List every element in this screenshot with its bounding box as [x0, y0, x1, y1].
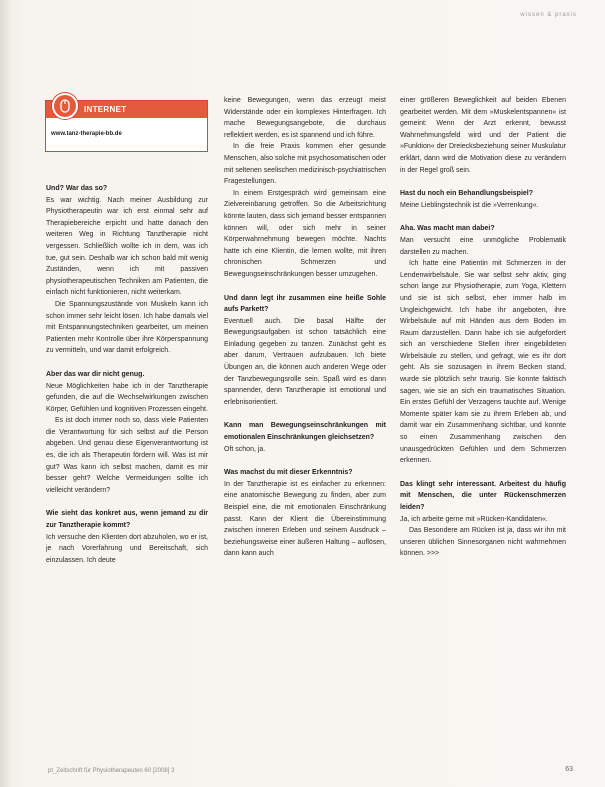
- body-paragraph: Es war wichtig. Nach meiner Ausbildung zur Physiotherapeutin war ich erst einmal sehr auf Therapiebereiche erpicht und hatte danach den weiteren Weg in Richtung Tanztherapie nicht vergessen. Schließlich wollte ich in dem, was ich tue, gut sein. Deshalb war ich schon bald mit wenig Zuständen, wenn ich mit passiven physiotherapeutischen Techniken am Patienten, die einfach nicht funktionieren, nicht weiterkam.: [46, 196, 208, 297]
- question-heading: Wie sieht das konkret aus, wenn jemand zu dir zur Tanztherapie kommt?: [46, 510, 208, 530]
- body-paragraph: Die Spannungszustände von Muskeln kann ich schon immer sehr leicht lösen. Ich habe damals viel mit Entspannungstechniken gearbeitet, um meinen Patienten mehr Kontrolle über ihre Körperspannung zu vermitteln, und war damit erfolgreich.: [46, 300, 208, 355]
- body-paragraph: Man versucht eine unmögliche Problematik darstellen zu machen.: [400, 236, 566, 256]
- internet-infobox: [45, 100, 208, 152]
- page-gutter-shadow: [0, 0, 12, 787]
- body-paragraph: In die freie Praxis kommen eher gesunde Menschen, also solche mit psychosomatischen oder mit seltenen seelischen medizinisch-psychiatrischen Fragestellungen.: [224, 143, 386, 186]
- question-heading: Hast du noch ein Behandlungsbeispiel?: [400, 190, 534, 198]
- text-column-1: [46, 183, 208, 566]
- question-heading: Das klingt sehr interessant. Arbeitest du häufig mit Menschen, die unter Rückenschmerzen leiden?: [400, 480, 566, 511]
- mouse-icon: [52, 93, 78, 119]
- question-heading: Und? War das so?: [46, 185, 108, 192]
- body-paragraph: In einem Erstgespräch wird gemeinsam eine Zielvereinbarung getroffen. So die Arbeitsrichtung könnte lauten, dass sich jemand besser entspannen können will, oder sich mehr in seiner Körperwahrnehmung bewegen möchte. Nachts hatte ich eine Klientin, die lernen wollte, mit ihren chronischen Schmerzen und Bewegungseinschränkungen besser umzugehen.: [224, 189, 386, 278]
- body-paragraph: Oft schon, ja.: [224, 445, 266, 453]
- body-paragraph: Neue Möglichkeiten habe ich in der Tanztherapie gefunden, die auf die Wechselwirkungen zwischen Körper, Gefühlen und kognitiven Prozessen eingeht.: [46, 382, 208, 413]
- body-paragraph: In der Tanztherapie ist es einfacher zu erkennen: eine anatomische Bewegung zu finden, aber zum Beispiel eine, die mit emotionalen Einschränkung passt. Kann der Klient die Übereinstimmung zwischen inneren Erleben und seinem Ausdruck – beziehungsweise einer äußeren Haltung – auflösen, dann kann auch: [224, 480, 386, 558]
- body-paragraph: Ja, ich arbeite gerne mit »Rücken-Kandidaten«.: [400, 515, 548, 523]
- body-paragraph: Das Besondere am Rücken ist ja, dass wir ihn mit unseren üblichen Sinnesorganen nicht wahrnehmen können. >>>: [400, 527, 566, 558]
- text-column-2: [224, 95, 386, 560]
- body-paragraph: Meine Lieblingstechnik ist die »Verrenkung«.: [400, 201, 539, 209]
- section-header: wissen & praxis: [520, 12, 577, 18]
- question-heading: Und dann legt ihr zusammen eine heiße Sohle aufs Parkett?: [224, 294, 386, 314]
- body-paragraph: keine Bewegungen, wenn das erzeugt meist Widerstände oder ein komplexes Hinterfragen. Ich mache Bewegungsangebote, die durchaus reflektiert werden, es ist spannend und ich führe.: [224, 97, 386, 139]
- infobox-title: INTERNET: [84, 105, 127, 114]
- question-heading: Was machst du mit dieser Erkenntnis?: [224, 469, 353, 477]
- body-paragraph: einer größeren Beweglichkeit auf beiden Ebenen gearbeitet werden. Mit dem »Muskelentspannen« ist gemeint: Wenn der Arzt erkennt, bewusst Wahrnehmungsfeld wird und der Patient die »Funktion« der Dreiecksbeziehung seiner Muskulatur erklärt, dann wird die Motivation diese zu verändern in der Regel groß sein.: [400, 97, 566, 174]
- body-paragraph: Es ist doch immer noch so, dass viele Patienten die Verantwortung für sich selbst auf die Person abgeben. Und genau diese Eigenverantwortung ist es, die ich als Therapeutin fördern will. Was ist mir gut? Was kann ich selbst machen, damit es mir besser geht? Welche Vermeidungen sollte ich vielleicht verändern?: [46, 417, 208, 494]
- question-heading: Kann man Bewegungseinschränkungen mit emotionalen Einschränkungen gleichsetzen?: [224, 422, 386, 442]
- page-number: 63: [565, 766, 573, 773]
- question-heading: Aha. Was macht man dabei?: [400, 225, 495, 233]
- body-paragraph: Ich hatte eine Patientin mit Schmerzen in der Lendenwirbelsäule. Sie war selbst sehr aktiv, ging schon lange zur Physiotherapie, zum Yoga, Klettern und sie ist sich selbst, eher immer halb im Ungleichgewicht. Ich habe ihr angeboten, ihre Wirbelsäule auf mit Händen aus dem Boden im Raum darzustellen. Dann habe ich sie aufgefordert sich an verschiedene Stellen ihrer eingebildeten Wirbelsäule zu stellen, und gefragt, wie es ihr dort geht. Als sie sozusagen in ihrem Becken stand, wurde sie plötzlich sehr traurig. Sie konnte faktisch sagen, wie sie an sich ein traumatisches Situation. Ein erstes Gefühl der Verzagens tauchte auf. Wenige Momente später kam sie zu ihrem Erleben ab, und damit war ein Zusammenhang sichtbar, und konnte so einen Zusammenhang zwischen den unausgedrückten Gefühlen und dem Schmerzen erkennen.: [400, 260, 566, 465]
- website-link[interactable]: www.tanz-therapie-bb.de: [51, 131, 122, 137]
- body-paragraph: Eventuell auch. Die basal Hälfte der Bewegungsaufgaben ist schon tatsächlich eine Einladung gegeben zu tanzen. Zunächst geht es aber darum, Vertrauen aufzubauen. Ich biete Übungen an, die können auch anderen Wege oder der Tanzbewegungsrolle sein. Spaß wird es dann spannender, denn Tanztherapie ist emotional und erlebnisorientiert.: [224, 317, 386, 406]
- question-heading: Aber das war dir nicht genug.: [46, 370, 145, 378]
- body-paragraph: Ich versuche den Klienten dort abzuholen, wo er ist, je nach Vorerfahrung und Bereitschaft, sich einzulassen. Ich deute: [46, 533, 208, 564]
- journal-footer: pt_Zeitschrift für Physiotherapeuten 60 [2008] 3: [48, 768, 175, 774]
- text-column-3: [400, 95, 566, 560]
